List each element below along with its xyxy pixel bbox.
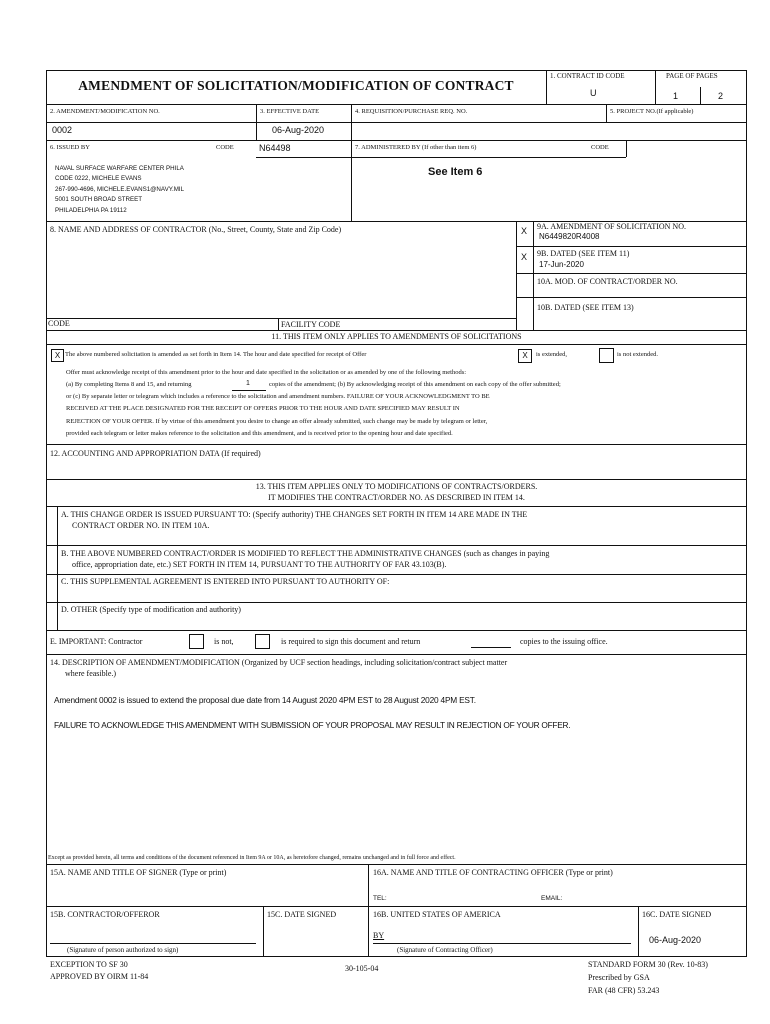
copies-count: 1 xyxy=(246,380,250,387)
see-item-note: See Item 6 xyxy=(428,166,483,178)
item11-heading: 11. THIS ITEM ONLY APPLIES TO AMENDMENTS OF SOLICITATIONS xyxy=(271,332,522,341)
offer-text-line: or (c) By separate letter or telegram which includes a reference to the solicitation and amendment numbers. FAILURE OF YOUR ACKNOWLEDGMENT TO BE xyxy=(66,393,490,400)
is-required-checkbox[interactable] xyxy=(255,634,270,649)
label-10a: 10A. MOD. OF CONTRACT/ORDER NO. xyxy=(537,277,678,286)
issuer-line: CODE 0222, MICHELE EVANS xyxy=(55,175,142,183)
standard-form: STANDARD FORM 30 (Rev. 10-83) xyxy=(588,960,708,969)
administered-code-label: CODE xyxy=(591,144,609,151)
important-label: E. IMPORTANT: Contractor xyxy=(50,637,143,646)
description-warning: FAILURE TO ACKNOWLEDGE THIS AMENDMENT WITH SUBMISSION OF YOUR PROPOSAL MAY RESULT IN REJECTION OF YOUR OFFER. xyxy=(54,720,571,730)
offer-text-line: RECEIVED AT THE PLACE DESIGNATED FOR THE RECEIPT OF OFFERS PRIOR TO THE HOUR AND DATE SPECIFIED MAY RESULT IN xyxy=(66,405,460,412)
usa-label: 16B. UNITED STATES OF AMERICA xyxy=(373,910,501,919)
item13-b: B. THE ABOVE NUMBERED CONTRACT/ORDER IS MODIFIED TO REFLECT THE ADMINISTRATIVE CHANGES (such as changes in paying xyxy=(61,549,550,558)
issuer-line: PHILADELPHIA PA 19112 xyxy=(55,206,127,214)
exception-text: EXCEPTION TO SF 30 xyxy=(50,960,128,969)
copies-issuing-office: copies to the issuing office. xyxy=(520,637,608,646)
label-10b: 10B. DATED (SEE ITEM 13) xyxy=(537,303,634,312)
issued-code-value: N64498 xyxy=(259,143,291,153)
item14-label-cont: where feasible.) xyxy=(65,669,117,678)
label-9b: 9B. DATED (SEE ITEM 11) xyxy=(537,249,630,258)
label-9a: 9A. AMENDMENT OF SOLICITATION NO. xyxy=(537,222,686,231)
offer-text-line: Offer must acknowledge receipt of this amendment prior to the hour and date specified in the solicitation or as amended by one of the following methods: xyxy=(66,369,467,376)
amended-text: The above numbered solicitation is amended as set forth in Item 14. The hour and date specified for receipt of Offer xyxy=(65,351,367,358)
offer-text-line: (a) By completing Items 8 and 15, and returning xyxy=(66,381,192,388)
is-not-label: is not, xyxy=(214,637,234,646)
item13-subheading: IT MODIFIES THE CONTRACT/ORDER NO. AS DESCRIBED IN ITEM 14. xyxy=(268,493,525,502)
requisition-label: 4. REQUISITION/PURCHASE REQ. NO. xyxy=(355,108,468,115)
administered-by-label: 7. ADMINISTERED BY (If other than item 6) xyxy=(355,144,477,151)
facility-code-label: FACILITY CODE xyxy=(281,320,341,329)
officer-date-label: 16C. DATE SIGNED xyxy=(642,910,712,919)
approved-text: APPROVED BY OIRM 11-84 xyxy=(50,972,149,981)
mark-9b: X xyxy=(521,252,528,262)
form-title: AMENDMENT OF SOLICITATION/MODIFICATION OF CONTRACT xyxy=(78,78,514,93)
tel-label: TEL: xyxy=(373,895,387,902)
officer-date-value: 06-Aug-2020 xyxy=(649,935,702,945)
item13-c: C. THIS SUPPLEMENTAL AGREEMENT IS ENTERED INTO PURSUANT TO AUTHORITY OF: xyxy=(61,577,390,586)
mark-9a: X xyxy=(521,226,528,236)
issuer-line: NAVAL SURFACE WARFARE CENTER PHILA xyxy=(55,165,184,172)
extended-checkbox[interactable]: X xyxy=(518,349,532,363)
email-label: EMAIL: xyxy=(541,895,563,902)
value-9b: 17-Jun-2020 xyxy=(539,260,584,269)
frame-right xyxy=(746,70,747,956)
signer-name-label: 15A. NAME AND TITLE OF SIGNER (Type or print) xyxy=(50,868,227,877)
far-reference: FAR (48 CFR) 53.243 xyxy=(588,986,660,995)
officer-name-label: 16A. NAME AND TITLE OF CONTRACTING OFFICER (Type or print) xyxy=(373,868,613,877)
project-no-label: 5. PROJECT NO.(If applicable) xyxy=(610,108,694,115)
contractor-offeror-label: 15B. CONTRACTOR/OFFEROR xyxy=(50,910,160,919)
frame-top xyxy=(46,70,747,71)
is-not-checkbox[interactable] xyxy=(189,634,204,649)
by-label: BY xyxy=(373,931,385,940)
effective-date-label: 3. EFFECTIVE DATE xyxy=(260,108,320,115)
not-extended-label: is not extended. xyxy=(617,351,658,358)
contractor-code-label: CODE xyxy=(48,319,70,328)
officer-signature-line xyxy=(373,943,631,944)
issuer-line: 5001 SOUTH BROAD STREET xyxy=(55,196,142,204)
contract-id-code: U xyxy=(590,88,597,98)
issued-by-label: 6. ISSUED BY xyxy=(50,144,90,151)
offer-text-line: provided each telegram or letter makes reference to the solicitation and this amendment, and is received prior to the opening hour and date specified. xyxy=(66,430,453,437)
is-required-label: is required to sign this document and return xyxy=(281,637,421,646)
effective-date-value: 06-Aug-2020 xyxy=(272,125,325,135)
amendment-no-value: 0002 xyxy=(52,125,73,135)
value-9a: N6449820R4008 xyxy=(539,232,600,241)
extended-label: is extended, xyxy=(536,351,568,358)
item13-heading: 13. THIS ITEM APPLIES ONLY TO MODIFICATIONS OF CONTRACTS/ORDERS. xyxy=(255,482,538,491)
issuer-line: 267-990-4696, MICHELE.EVANS1@NAVY.MIL xyxy=(55,185,185,193)
contractor-signature-line xyxy=(50,943,256,944)
offer-text-line: REJECTION OF YOUR OFFER. If by virtue of this amendment you desire to change an offer already submitted, such change may be made by telegram or letter, xyxy=(66,418,488,425)
item13-d: D. OTHER (Specify type of modification and authority) xyxy=(61,605,241,614)
item14-label: 14. DESCRIPTION OF AMENDMENT/MODIFICATION (Organized by UCF section headings, including solicitation/contract subject matter xyxy=(50,658,508,667)
except-text: Except as provided herein, all terms and conditions of the document referenced in Item 9A or 10A, as heretofore changed, remains unchanged and in full force and effect. xyxy=(48,855,456,861)
amended-checkbox[interactable]: X xyxy=(51,349,64,362)
pages-total: 2 xyxy=(718,91,724,101)
form-number: 30-105-04 xyxy=(345,964,379,973)
item13-a: A. THIS CHANGE ORDER IS ISSUED PURSUANT TO: (Specify authority) THE CHANGES SET FORTH IN ITEM 14 ARE MADE IN THE xyxy=(61,510,528,519)
offer-text-line: copies of the amendment; (b) By acknowledging receipt of this amendment on each copy of the offer submitted; xyxy=(269,381,561,388)
officer-signature-caption: (Signature of Contracting Officer) xyxy=(397,946,493,954)
page-of-pages-label: PAGE OF PAGES xyxy=(666,72,718,80)
item13-b-cont: office, appropriation date, etc.) SET FORTH IN ITEM 14, PURSUANT TO THE AUTHORITY OF FAR 43.103(B). xyxy=(72,560,447,569)
page-number: 1 xyxy=(673,91,679,101)
item13-a-cont: CONTRACT ORDER NO. IN ITEM 10A. xyxy=(72,521,210,530)
contractor-label: 8. NAME AND ADDRESS OF CONTRACTOR (No., Street, County, State and Zip Code) xyxy=(50,225,342,234)
contractor-date-label: 15C. DATE SIGNED xyxy=(267,910,337,919)
item12-label: 12. ACCOUNTING AND APPROPRIATION DATA (If required) xyxy=(50,449,261,458)
signature-caption: (Signature of person authorized to sign) xyxy=(67,946,179,954)
issued-code-label: CODE xyxy=(216,144,234,151)
prescribed-by: Prescribed by GSA xyxy=(588,973,650,982)
description-body: Amendment 0002 is issued to extend the proposal due date from 14 August 2020 4PM EST to 28 August 2020 4PM EST. xyxy=(54,695,476,705)
not-extended-checkbox[interactable] xyxy=(599,348,614,363)
contract-id-code-label: 1. CONTRACT ID CODE xyxy=(550,72,625,80)
frame-left xyxy=(46,70,47,956)
amendment-no-label: 2. AMENDMENT/MODIFICATION NO. xyxy=(50,108,160,115)
issuer-address xyxy=(55,164,184,216)
